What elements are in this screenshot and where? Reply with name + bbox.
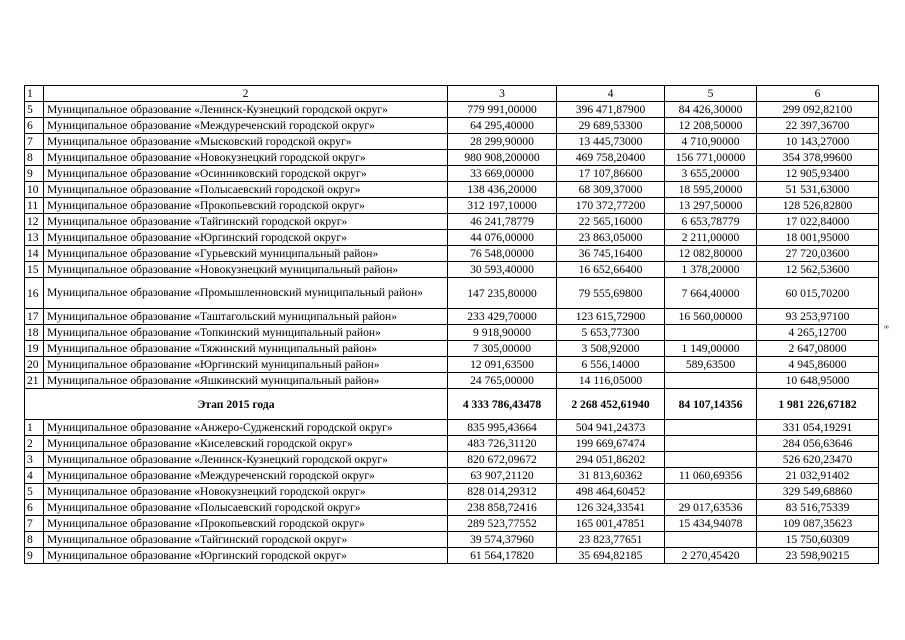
row-number-cell: 20 bbox=[25, 357, 44, 373]
value-cell: 331 054,19291 bbox=[757, 420, 879, 436]
municipality-name-cell: Муниципальное образование «Киселевский городской округ» bbox=[44, 436, 448, 452]
value-cell: 28 299,90000 bbox=[448, 134, 557, 150]
value-cell: 128 526,82800 bbox=[757, 198, 879, 214]
municipality-name-cell: Муниципальное образование «Ленинск-Кузнецкий городской округ» bbox=[44, 452, 448, 468]
value-cell: 233 429,70000 bbox=[448, 309, 557, 325]
header-row bbox=[25, 86, 879, 102]
table-row bbox=[25, 262, 879, 278]
row-number-cell: 8 bbox=[25, 532, 44, 548]
value-cell: 46 241,78779 bbox=[448, 214, 557, 230]
value-cell: 289 523,77552 bbox=[448, 516, 557, 532]
municipality-name-cell: Муниципальное образование «Междуреченский городской округ» bbox=[44, 468, 448, 484]
table-row bbox=[25, 357, 879, 373]
municipality-name-cell: Муниципальное образование «Промышленновский муниципальный район» bbox=[44, 278, 448, 309]
value-cell: 79 555,69800 bbox=[557, 278, 665, 309]
value-cell: 3 508,92000 bbox=[557, 341, 665, 357]
municipality-name-cell: Муниципальное образование «Полысаевский городской округ» bbox=[44, 182, 448, 198]
value-cell: 18 595,20000 bbox=[665, 182, 757, 198]
value-cell: 7 305,00000 bbox=[448, 341, 557, 357]
value-cell bbox=[665, 325, 757, 341]
value-cell: 138 436,20000 bbox=[448, 182, 557, 198]
value-cell: 126 324,33541 bbox=[557, 500, 665, 516]
value-cell: 22 565,16000 bbox=[557, 214, 665, 230]
municipality-name-cell: Муниципальное образование «Междуреченский городской округ» bbox=[44, 118, 448, 134]
municipality-name-cell: Муниципальное образование «Анжеро-Судженский городской округ» bbox=[44, 420, 448, 436]
value-cell: 27 720,03600 bbox=[757, 246, 879, 262]
value-cell: 93 253,97100 bbox=[757, 309, 879, 325]
table-row bbox=[25, 373, 879, 389]
value-cell: 13 445,73000 bbox=[557, 134, 665, 150]
table-row bbox=[25, 420, 879, 436]
value-cell: 5 653,77300 bbox=[557, 325, 665, 341]
row-number-cell: 9 bbox=[25, 166, 44, 182]
municipality-name-cell: Муниципальное образование «Юргинский городской округ» bbox=[44, 230, 448, 246]
value-cell: 84 426,30000 bbox=[665, 102, 757, 118]
value-cell: 1 378,20000 bbox=[665, 262, 757, 278]
header-cell: 3 bbox=[448, 86, 557, 102]
value-cell: 498 464,60452 bbox=[557, 484, 665, 500]
header-cell: 1 bbox=[25, 86, 44, 102]
value-cell: 828 014,29312 bbox=[448, 484, 557, 500]
value-cell: 10 648,95000 bbox=[757, 373, 879, 389]
municipality-name-cell: Муниципальное образование «Гурьевский муниципальный район» bbox=[44, 246, 448, 262]
table-row bbox=[25, 246, 879, 262]
value-cell: 329 549,68860 bbox=[757, 484, 879, 500]
value-cell: 7 664,40000 bbox=[665, 278, 757, 309]
value-cell: 68 309,37000 bbox=[557, 182, 665, 198]
value-cell: 2 270,45420 bbox=[665, 548, 757, 564]
table-row bbox=[25, 134, 879, 150]
value-cell: 109 087,35623 bbox=[757, 516, 879, 532]
table-row bbox=[25, 309, 879, 325]
table-row bbox=[25, 182, 879, 198]
value-cell: 16 560,00000 bbox=[665, 309, 757, 325]
header-cell: 4 bbox=[557, 86, 665, 102]
table-row bbox=[25, 150, 879, 166]
table-row bbox=[25, 500, 879, 516]
value-cell: 17 022,84000 bbox=[757, 214, 879, 230]
value-cell: 980 908,200000 bbox=[448, 150, 557, 166]
value-cell: 14 116,05000 bbox=[557, 373, 665, 389]
header-cell: 6 bbox=[757, 86, 879, 102]
value-cell: 23 598,90215 bbox=[757, 548, 879, 564]
value-cell: 10 143,27000 bbox=[757, 134, 879, 150]
municipality-name-cell: Муниципальное образование «Тайгинский городской округ» bbox=[44, 214, 448, 230]
stage-total-cell: 2 268 452,61940 bbox=[557, 389, 665, 420]
value-cell: 469 758,20400 bbox=[557, 150, 665, 166]
value-cell: 2 647,08000 bbox=[757, 341, 879, 357]
page-number-mark: ∞ bbox=[884, 323, 889, 331]
table-row bbox=[25, 548, 879, 564]
value-cell: 44 076,00000 bbox=[448, 230, 557, 246]
value-cell: 12 905,93400 bbox=[757, 166, 879, 182]
stage-total-cell: 84 107,14356 bbox=[665, 389, 757, 420]
value-cell: 61 564,17820 bbox=[448, 548, 557, 564]
value-cell: 396 471,87900 bbox=[557, 102, 665, 118]
value-cell: 11 060,69356 bbox=[665, 468, 757, 484]
value-cell: 16 652,66400 bbox=[557, 262, 665, 278]
stage-total-cell: 4 333 786,43478 bbox=[448, 389, 557, 420]
value-cell: 15 434,94078 bbox=[665, 516, 757, 532]
value-cell bbox=[665, 452, 757, 468]
row-number-cell: 12 bbox=[25, 214, 44, 230]
value-cell: 9 918,90000 bbox=[448, 325, 557, 341]
value-cell: 299 092,82100 bbox=[757, 102, 879, 118]
value-cell: 284 056,63646 bbox=[757, 436, 879, 452]
value-cell: 33 669,00000 bbox=[448, 166, 557, 182]
value-cell: 63 907,21120 bbox=[448, 468, 557, 484]
table-row bbox=[25, 468, 879, 484]
value-cell: 15 750,60309 bbox=[757, 532, 879, 548]
value-cell: 24 765,00000 bbox=[448, 373, 557, 389]
table-row bbox=[25, 230, 879, 246]
row-number-cell: 17 bbox=[25, 309, 44, 325]
table-row bbox=[25, 325, 879, 341]
value-cell: 589,63500 bbox=[665, 357, 757, 373]
value-cell: 3 655,20000 bbox=[665, 166, 757, 182]
row-number-cell: 3 bbox=[25, 452, 44, 468]
value-cell: 30 593,40000 bbox=[448, 262, 557, 278]
municipality-name-cell: Муниципальное образование «Полысаевский городской округ» bbox=[44, 500, 448, 516]
value-cell: 165 001,47851 bbox=[557, 516, 665, 532]
value-cell: 23 823,77651 bbox=[557, 532, 665, 548]
value-cell: 31 813,60362 bbox=[557, 468, 665, 484]
value-cell: 483 726,31120 bbox=[448, 436, 557, 452]
value-cell: 294 051,86202 bbox=[557, 452, 665, 468]
value-cell: 23 863,05000 bbox=[557, 230, 665, 246]
row-number-cell: 5 bbox=[25, 484, 44, 500]
stage-total-cell: 1 981 226,67182 bbox=[757, 389, 879, 420]
value-cell: 4 265,12700 bbox=[757, 325, 879, 341]
value-cell: 6 556,14000 bbox=[557, 357, 665, 373]
value-cell: 17 107,86600 bbox=[557, 166, 665, 182]
value-cell: 170 372,77200 bbox=[557, 198, 665, 214]
value-cell: 6 653,78779 bbox=[665, 214, 757, 230]
value-cell: 1 149,00000 bbox=[665, 341, 757, 357]
row-number-cell: 7 bbox=[25, 134, 44, 150]
row-number-cell: 5 bbox=[25, 102, 44, 118]
value-cell bbox=[665, 420, 757, 436]
value-cell: 12 082,80000 bbox=[665, 246, 757, 262]
value-cell: 238 858,72416 bbox=[448, 500, 557, 516]
value-cell: 123 615,72900 bbox=[557, 309, 665, 325]
value-cell: 4 710,90000 bbox=[665, 134, 757, 150]
row-number-cell: 2 bbox=[25, 436, 44, 452]
value-cell: 64 295,40000 bbox=[448, 118, 557, 134]
municipality-name-cell: Муниципальное образование «Прокопьевский городской округ» bbox=[44, 198, 448, 214]
value-cell bbox=[665, 484, 757, 500]
municipality-name-cell: Муниципальное образование «Осинниковский городской округ» bbox=[44, 166, 448, 182]
table-row bbox=[25, 198, 879, 214]
municipality-name-cell: Муниципальное образование «Таштагольский муниципальный район» bbox=[44, 309, 448, 325]
table-row bbox=[25, 166, 879, 182]
table-row bbox=[25, 278, 879, 309]
table-row bbox=[25, 341, 879, 357]
table-row bbox=[25, 436, 879, 452]
value-cell: 60 015,70200 bbox=[757, 278, 879, 309]
municipality-name-cell: Муниципальное образование «Юргинский муниципальный район» bbox=[44, 357, 448, 373]
value-cell: 312 197,10000 bbox=[448, 198, 557, 214]
row-number-cell: 11 bbox=[25, 198, 44, 214]
table-row bbox=[25, 484, 879, 500]
value-cell: 779 991,00000 bbox=[448, 102, 557, 118]
row-number-cell: 19 bbox=[25, 341, 44, 357]
value-cell: 4 945,86000 bbox=[757, 357, 879, 373]
header-cell: 2 bbox=[44, 86, 448, 102]
row-number-cell: 8 bbox=[25, 150, 44, 166]
municipality-name-cell: Муниципальное образование «Новокузнецкий городской округ» bbox=[44, 150, 448, 166]
municipality-name-cell: Муниципальное образование «Тайгинский городской округ» bbox=[44, 532, 448, 548]
table-row bbox=[25, 118, 879, 134]
value-cell: 83 516,75339 bbox=[757, 500, 879, 516]
value-cell: 147 235,80000 bbox=[448, 278, 557, 309]
value-cell: 199 669,67474 bbox=[557, 436, 665, 452]
value-cell: 22 397,36700 bbox=[757, 118, 879, 134]
row-number-cell: 6 bbox=[25, 118, 44, 134]
row-number-cell: 14 bbox=[25, 246, 44, 262]
value-cell: 36 745,16400 bbox=[557, 246, 665, 262]
table-row bbox=[25, 532, 879, 548]
row-number-cell: 15 bbox=[25, 262, 44, 278]
value-cell: 12 091,63500 bbox=[448, 357, 557, 373]
value-cell: 13 297,50000 bbox=[665, 198, 757, 214]
table-row bbox=[25, 452, 879, 468]
stage-label: Этап 2015 года bbox=[25, 389, 448, 420]
value-cell: 2 211,00000 bbox=[665, 230, 757, 246]
row-number-cell: 4 bbox=[25, 468, 44, 484]
row-number-cell: 7 bbox=[25, 516, 44, 532]
table-row bbox=[25, 214, 879, 230]
value-cell: 526 620,23470 bbox=[757, 452, 879, 468]
row-number-cell: 6 bbox=[25, 500, 44, 516]
table-row bbox=[25, 102, 879, 118]
municipality-name-cell: Муниципальное образование «Мысковский городской округ» bbox=[44, 134, 448, 150]
value-cell: 820 672,09672 bbox=[448, 452, 557, 468]
value-cell: 21 032,91402 bbox=[757, 468, 879, 484]
municipality-name-cell: Муниципальное образование «Новокузнецкий городской округ» bbox=[44, 484, 448, 500]
budget-table bbox=[24, 85, 879, 564]
row-number-cell: 9 bbox=[25, 548, 44, 564]
municipality-name-cell: Муниципальное образование «Ленинск-Кузнецкий городской округ» bbox=[44, 102, 448, 118]
municipality-name-cell: Муниципальное образование «Юргинский городской округ» bbox=[44, 548, 448, 564]
municipality-name-cell: Муниципальное образование «Тяжинский муниципальный район» bbox=[44, 341, 448, 357]
header-cell: 5 bbox=[665, 86, 757, 102]
row-number-cell: 13 bbox=[25, 230, 44, 246]
row-number-cell: 18 bbox=[25, 325, 44, 341]
municipality-name-cell: Муниципальное образование «Новокузнецкий муниципальный район» bbox=[44, 262, 448, 278]
value-cell: 51 531,63000 bbox=[757, 182, 879, 198]
value-cell: 12 562,53600 bbox=[757, 262, 879, 278]
value-cell: 35 694,82185 bbox=[557, 548, 665, 564]
municipality-name-cell: Муниципальное образование «Яшкинский муниципальный район» bbox=[44, 373, 448, 389]
value-cell: 835 995,43664 bbox=[448, 420, 557, 436]
row-number-cell: 16 bbox=[25, 278, 44, 309]
value-cell: 29 689,53300 bbox=[557, 118, 665, 134]
value-cell: 354 378,99600 bbox=[757, 150, 879, 166]
stage-total-row bbox=[25, 389, 879, 420]
value-cell: 76 548,00000 bbox=[448, 246, 557, 262]
value-cell: 504 941,24373 bbox=[557, 420, 665, 436]
value-cell: 12 208,50000 bbox=[665, 118, 757, 134]
row-number-cell: 1 bbox=[25, 420, 44, 436]
value-cell: 29 017,63536 bbox=[665, 500, 757, 516]
value-cell: 156 771,00000 bbox=[665, 150, 757, 166]
municipality-name-cell: Муниципальное образование «Топкинский муниципальный район» bbox=[44, 325, 448, 341]
municipality-name-cell: Муниципальное образование «Прокопьевский городской округ» bbox=[44, 516, 448, 532]
value-cell bbox=[665, 532, 757, 548]
value-cell: 39 574,37960 bbox=[448, 532, 557, 548]
value-cell: 18 001,95000 bbox=[757, 230, 879, 246]
row-number-cell: 21 bbox=[25, 373, 44, 389]
value-cell bbox=[665, 373, 757, 389]
value-cell bbox=[665, 436, 757, 452]
row-number-cell: 10 bbox=[25, 182, 44, 198]
table-row bbox=[25, 516, 879, 532]
